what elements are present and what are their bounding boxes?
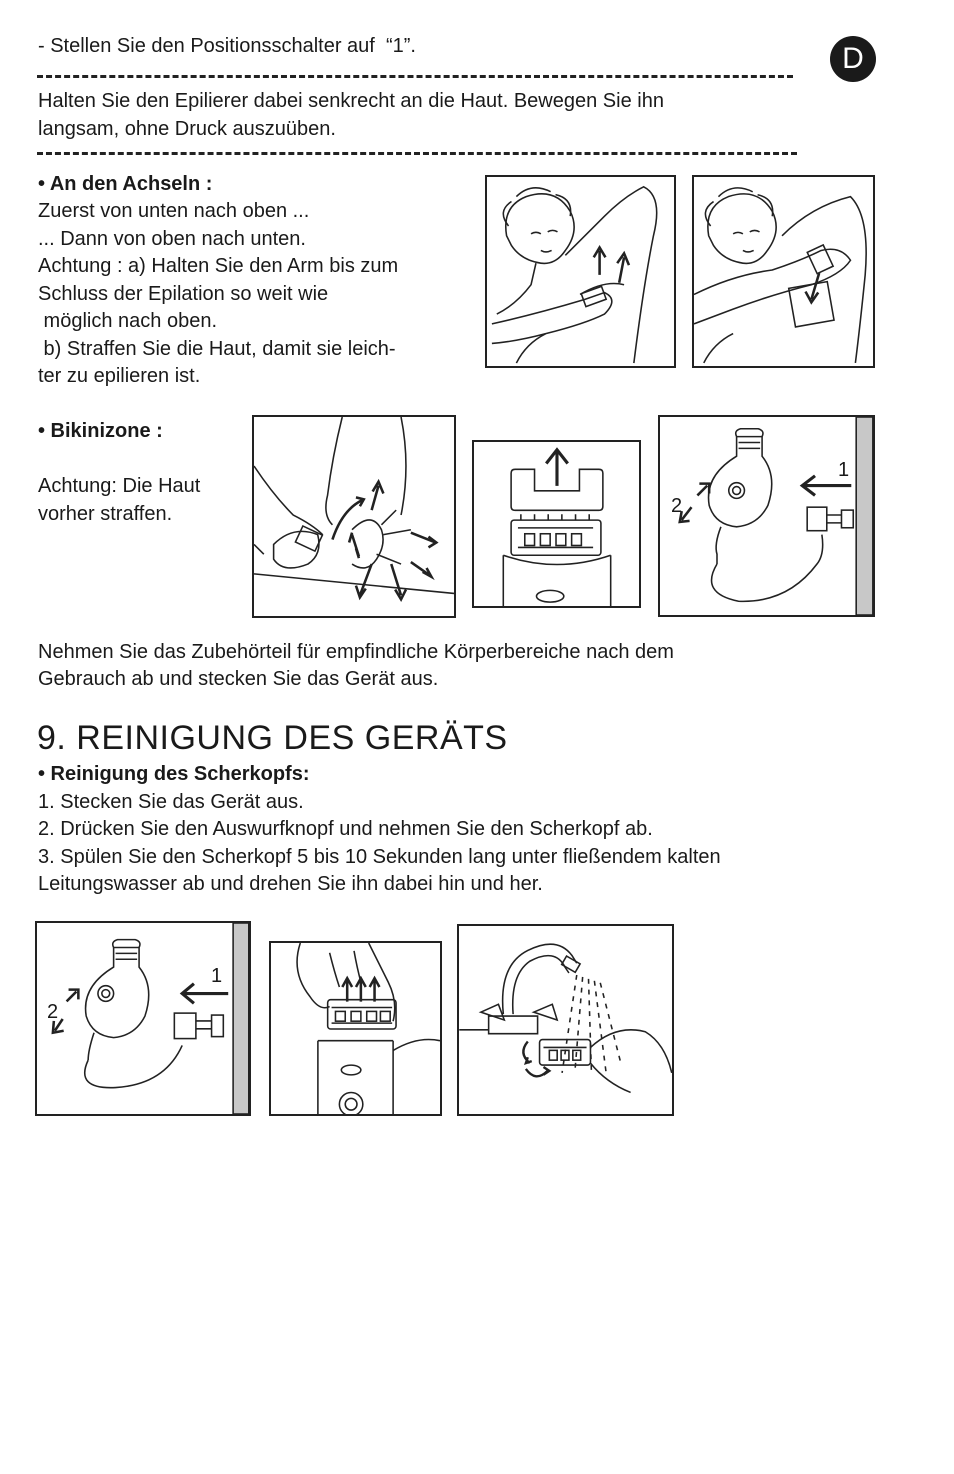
- armpits-line: ... Dann von oben nach unten.: [38, 228, 306, 250]
- step-switch-text: - Stellen Sie den Positionsschalter auf “1”.: [38, 35, 416, 57]
- armpits-line: Schluss der Epilation so weit wie: [38, 283, 329, 305]
- rinse-head-illustration: [457, 924, 674, 1116]
- instruction-line-1: Halten Sie den Epilierer dabei senkrecht an die Haut. Bewegen Sie ihn: [38, 90, 664, 112]
- figure-label-2: 2: [47, 1001, 59, 1023]
- armpits-line: b) Straffen Sie die Haut, damit sie leich-: [38, 338, 396, 360]
- unplug-note-line-2: Gebrauch ab und stecken Sie das Gerät aus.: [38, 668, 439, 690]
- bikini-title: • Bikinizone :: [38, 420, 163, 442]
- section-heading: 9. REINIGUNG DES GERÄTS: [37, 719, 508, 757]
- section-step: Leitungswasser ab und drehen Sie ihn dabei hin und her.: [38, 873, 543, 895]
- section-step: 3. Spülen Sie den Scherkopf 5 bis 10 Sekunden lang unter fließendem kalten: [38, 846, 721, 868]
- bikini-line: Achtung: Die Haut: [38, 475, 201, 497]
- unplug-step-illustration: [35, 921, 251, 1116]
- section-subheading: • Reinigung des Scherkopfs:: [38, 763, 310, 785]
- language-badge: D: [830, 36, 876, 82]
- bikini-line: vorher straffen.: [38, 503, 173, 525]
- section-step: 1. Stecken Sie das Gerät aus.: [38, 791, 304, 813]
- remove-head-illustration: [269, 941, 442, 1116]
- figure-label-2: 2: [671, 495, 683, 517]
- figure-label-1: 1: [211, 965, 223, 987]
- section-step: 2. Drücken Sie den Auswurfknopf und nehmen Sie den Scherkopf ab.: [38, 818, 653, 840]
- divider: [37, 152, 797, 155]
- armpits-line: ter zu epilieren ist.: [38, 365, 201, 387]
- bikini-zone-illustration: [252, 415, 456, 618]
- armpit-downward-illustration: [692, 175, 875, 368]
- instruction-line-2: langsam, ohne Druck auszuüben.: [38, 118, 336, 140]
- figure-label-1: 1: [838, 459, 850, 481]
- armpit-upward-illustration: [485, 175, 676, 368]
- remove-cap-illustration: [472, 440, 641, 608]
- armpits-title: • An den Achseln :: [38, 173, 213, 195]
- armpits-line: Zuerst von unten nach oben ...: [38, 200, 310, 222]
- unplug-illustration: [658, 415, 875, 617]
- armpits-line: möglich nach oben.: [38, 310, 218, 332]
- divider: [37, 75, 793, 78]
- armpits-line: Achtung : a) Halten Sie den Arm bis zum: [38, 255, 399, 277]
- unplug-note-line-1: Nehmen Sie das Zubehörteil für empfindliche Körperbereiche nach dem: [38, 641, 674, 663]
